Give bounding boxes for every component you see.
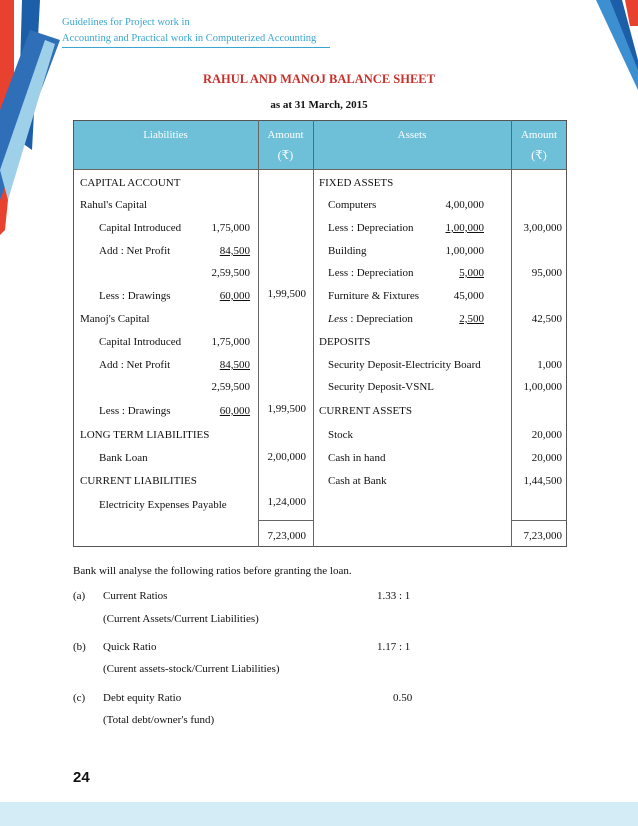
furniture-label: Furniture & Fixtures: [328, 290, 420, 302]
ratio-a-value: 1.33 : 1: [377, 590, 411, 602]
header-divider: [62, 47, 330, 48]
electricity-payable-amount: 1,24,000: [267, 496, 306, 508]
footer-band: [0, 802, 638, 826]
bank-loan-amount: 2,00,000: [267, 451, 306, 463]
header-liabilities: Liabilities: [143, 129, 188, 141]
col-divider: [258, 120, 259, 547]
ratio-b-formula: (Curent assets-stock/Current Liabilities): [103, 663, 280, 675]
computers-amount: 3,00,000: [523, 222, 562, 234]
ratio-c-name: Debt equity Ratio: [103, 692, 182, 704]
building-amount: 95,000: [531, 267, 562, 279]
current-liabilities-heading: CURRENT LIABILITIES: [80, 475, 197, 487]
stock-amount: 20,000: [531, 429, 562, 441]
security-deposit-vsnl-label: Security Deposit-VSNL: [328, 381, 435, 393]
computers-value: 4,00,000: [445, 199, 484, 211]
less-italic: Less: [328, 313, 348, 325]
manoj-capital-label: Manoj's Capital: [80, 313, 150, 325]
cash-in-hand-amount: 20,000: [531, 452, 562, 464]
furniture-amount: 42,500: [531, 313, 562, 325]
furniture-depreciation-value: 2,500: [459, 313, 484, 325]
bank-loan-label: Bank Loan: [99, 452, 148, 464]
header-amount-left: Amount: [267, 129, 304, 141]
total-line: [511, 520, 567, 521]
rahul-net-profit-value: 84,500: [219, 245, 250, 257]
ratio-b-name: Quick Ratio: [103, 641, 157, 653]
header-amount-right: Amount: [520, 129, 558, 141]
ratio-a-formula: (Current Assets/Current Liabilities): [103, 613, 259, 625]
electricity-payable-label: Electricity Expenses Payable: [99, 499, 227, 511]
rahul-capital-amount: 1,99,500: [267, 288, 306, 300]
rahul-capital-label: Rahul's Capital: [80, 199, 148, 211]
building-depreciation-label: Less : Depreciation: [328, 267, 414, 279]
ratio-c-value: 0.50: [393, 692, 413, 704]
page-number: 24: [73, 769, 90, 786]
ratio-a-name: Current Ratios: [103, 590, 168, 602]
long-term-liabilities-heading: LONG TERM LIABILITIES: [80, 429, 210, 441]
manoj-drawings-value: 60,000: [219, 405, 250, 417]
manoj-net-profit-value: 84,500: [219, 359, 250, 371]
furniture-depreciation-label: [328, 313, 413, 326]
rahul-subtotal: 2,59,500: [211, 267, 250, 279]
ratio-b-label: (b): [73, 641, 86, 653]
capital-account-heading: CAPITAL ACCOUNT: [80, 177, 181, 189]
manoj-capital-amount: 1,99,500: [267, 403, 306, 415]
header-divider-line: [73, 169, 567, 170]
current-assets-heading: CURRENT ASSETS: [319, 405, 413, 417]
header-line-1: Guidelines for Project work in: [62, 17, 190, 28]
rahul-capital-introduced-label: Capital Introduced: [99, 222, 182, 234]
security-deposit-electricity-amount: 1,000: [537, 359, 562, 371]
rahul-net-profit-label: Add : Net Profit: [99, 245, 171, 257]
furniture-value: 45,000: [453, 290, 484, 302]
depreciation-text: : Depreciation: [350, 313, 413, 325]
page-title: RAHUL AND MANOJ BALANCE SHEET: [203, 72, 435, 86]
ratio-a-label: (a): [73, 590, 86, 602]
computers-depreciation-value: 1,00,000: [445, 222, 484, 234]
security-deposit-electricity-label: Security Deposit-Electricity Board: [328, 359, 481, 371]
header-amount-right-unit: (₹): [531, 148, 547, 162]
security-deposit-vsnl-amount: 1,00,000: [523, 381, 562, 393]
manoj-net-profit-label: Add : Net Profit: [99, 359, 171, 371]
ratio-b-value: 1.17 : 1: [377, 641, 411, 653]
cash-in-hand-label: Cash in hand: [328, 452, 386, 464]
computers-label: Computers: [328, 199, 377, 211]
building-depreciation-value: 5,000: [459, 267, 484, 279]
col-divider: [313, 120, 314, 547]
building-value: 1,00,000: [445, 245, 484, 257]
header-assets: Assets: [397, 129, 427, 141]
ratios-intro: Bank will analyse the following ratios before granting the loan.: [73, 565, 352, 577]
rahul-capital-introduced-value: 1,75,000: [211, 222, 250, 234]
page-subtitle: as at 31 March, 2015: [270, 99, 368, 111]
header-amount-left-unit: (₹): [277, 148, 294, 162]
rahul-drawings-value: 60,000: [219, 290, 250, 302]
ratio-c-label: (c): [73, 692, 86, 704]
computers-depreciation-label: Less : Depreciation: [328, 222, 414, 234]
building-label: Building: [328, 245, 367, 257]
cash-at-bank-label: Cash at Bank: [328, 475, 387, 487]
ratio-c-formula: (Total debt/owner's fund): [103, 714, 215, 726]
deposits-heading: DEPOSITS: [319, 336, 371, 348]
manoj-subtotal: 2,59,500: [211, 381, 250, 393]
fixed-assets-heading: FIXED ASSETS: [319, 177, 394, 189]
liabilities-total: 7,23,000: [267, 530, 306, 542]
header-line-2: Accounting and Practical work in Computerized Accounting: [62, 33, 317, 44]
manoj-capital-introduced-label: Capital Introduced: [99, 336, 182, 348]
total-line: [258, 520, 314, 521]
manoj-drawings-label: Less : Drawings: [99, 405, 171, 417]
assets-total: 7,23,000: [523, 530, 562, 542]
cash-at-bank-amount: 1,44,500: [523, 475, 562, 487]
stock-label: Stock: [328, 429, 354, 441]
manoj-capital-introduced-value: 1,75,000: [211, 336, 250, 348]
rahul-drawings-label: Less : Drawings: [99, 290, 171, 302]
